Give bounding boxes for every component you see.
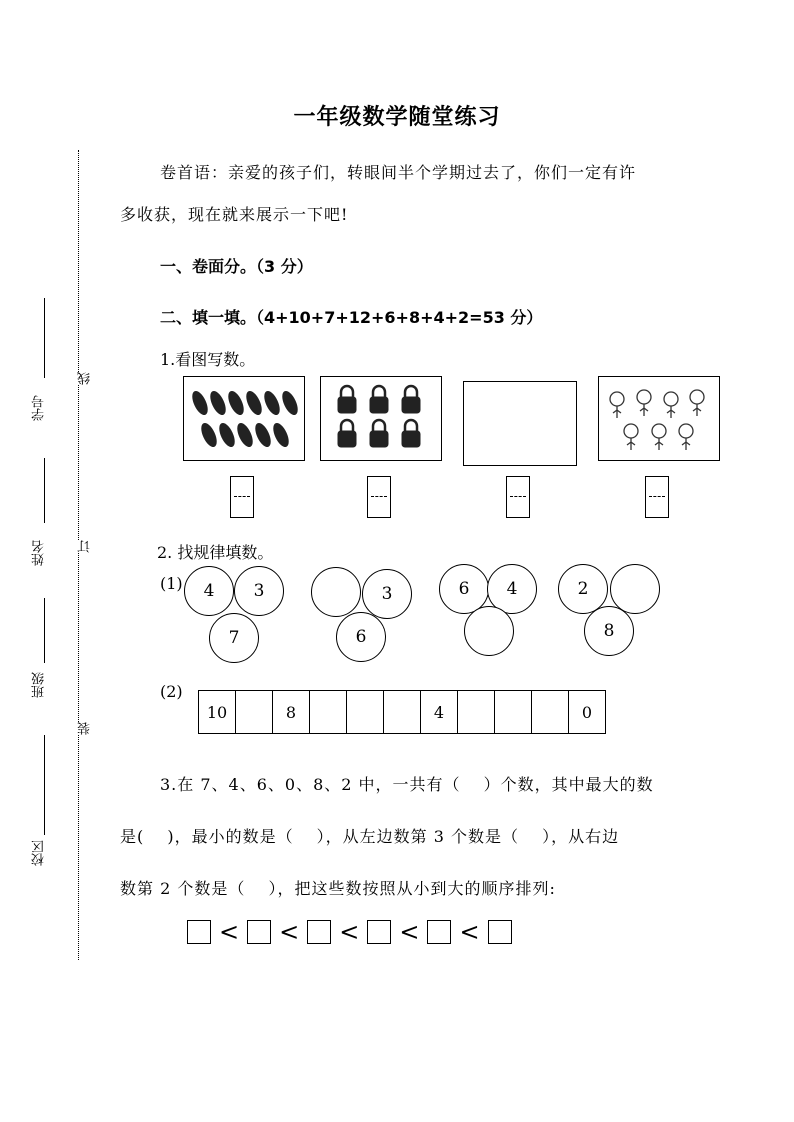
q2-part1-label: (1) [160, 574, 183, 593]
circle-g1-c: 7 [209, 613, 259, 663]
lock-icon [321, 377, 441, 460]
order-box-2[interactable] [247, 920, 271, 944]
circle-g2-b: 3 [362, 569, 412, 619]
binding-label-install: 装 [78, 722, 93, 735]
sequence-cell[interactable] [236, 691, 273, 733]
class-label: 班级 [32, 672, 47, 698]
circle-g1-b: 3 [234, 566, 284, 616]
name-blank[interactable] [44, 458, 45, 523]
q3-line-2: 是( )，最小的数是（ ），从左边数第 3 个数是（ ），从右边 [120, 827, 620, 846]
student-id-label: 学号 [32, 395, 47, 421]
circle-g2-c: 6 [336, 612, 386, 662]
picture-locks [320, 376, 442, 461]
section-one-heading: 一、卷面分。（3 分） [160, 257, 313, 276]
student-id-blank[interactable] [44, 298, 45, 378]
q2-label: 2. 找规律填数。 [157, 543, 274, 562]
page-title: 一年级数学随堂练习 [293, 104, 501, 130]
less-than-sign: < [339, 918, 360, 946]
sequence-cell: 10 [199, 691, 236, 733]
section-two-heading: 二、填一填。（4+10+7+12+6+8+4+2=53 分） [160, 308, 543, 327]
class-blank[interactable] [44, 598, 45, 663]
order-box-3[interactable] [307, 920, 331, 944]
answer-box-1[interactable] [230, 476, 254, 518]
binding-dotted-line [78, 150, 79, 960]
less-than-sign: < [459, 918, 480, 946]
binding-label-line: 线 [78, 372, 93, 385]
sequence-cell[interactable] [347, 691, 384, 733]
binding-label-bind: 订 [78, 540, 93, 553]
answer-box-3[interactable] [506, 476, 530, 518]
number-sequence [198, 690, 606, 734]
circle-g4-a: 2 [558, 564, 608, 614]
fish-icon [184, 377, 304, 460]
answer-box-4[interactable] [645, 476, 669, 518]
flower-icon [599, 377, 719, 460]
order-box-5[interactable] [427, 920, 451, 944]
sequence-cell[interactable] [532, 691, 569, 733]
order-box-4[interactable] [367, 920, 391, 944]
sequence-cell[interactable] [458, 691, 495, 733]
circle-g3-a: 6 [439, 564, 489, 614]
circle-g2-a[interactable] [311, 567, 361, 617]
circle-g4-c: 8 [584, 606, 634, 656]
q2-part2-label: (2) [160, 682, 183, 701]
campus-blank[interactable] [44, 735, 45, 835]
less-than-sign: < [279, 918, 300, 946]
q3-line-1: 3.在 7、4、6、0、8、2 中，一共有（ ）个数，其中最大的数 [160, 775, 654, 794]
order-box-6[interactable] [488, 920, 512, 944]
picture-flowers [598, 376, 720, 461]
circle-g3-b: 4 [487, 564, 537, 614]
picture-empty [463, 381, 577, 466]
q3-line-3: 数第 2 个数是（ ），把这些数按照从小到大的顺序排列: [120, 879, 556, 898]
q1-label: 1.看图写数。 [160, 350, 256, 369]
sequence-cell: 4 [421, 691, 458, 733]
less-than-sign: < [399, 918, 420, 946]
sequence-cell: 0 [581, 702, 593, 722]
circle-g3-c[interactable] [464, 606, 514, 656]
name-label: 姓名 [32, 540, 47, 566]
intro-line-1: 卷首语：亲爱的孩子们，转眼间半个学期过去了，你们一定有许 [160, 163, 637, 182]
picture-fish [183, 376, 305, 461]
order-box-1[interactable] [187, 920, 211, 944]
sequence-cell[interactable] [495, 691, 532, 733]
sequence-cell[interactable] [384, 691, 421, 733]
answer-box-2[interactable] [367, 476, 391, 518]
ordering-row [187, 918, 512, 946]
campus-label: 校区 [32, 840, 47, 866]
less-than-sign: < [219, 918, 240, 946]
circle-g1-a: 4 [184, 566, 234, 616]
sequence-cell[interactable] [310, 691, 347, 733]
intro-line-2: 多收获，现在就来展示一下吧! [120, 205, 349, 224]
sequence-cell: 8 [273, 691, 310, 733]
